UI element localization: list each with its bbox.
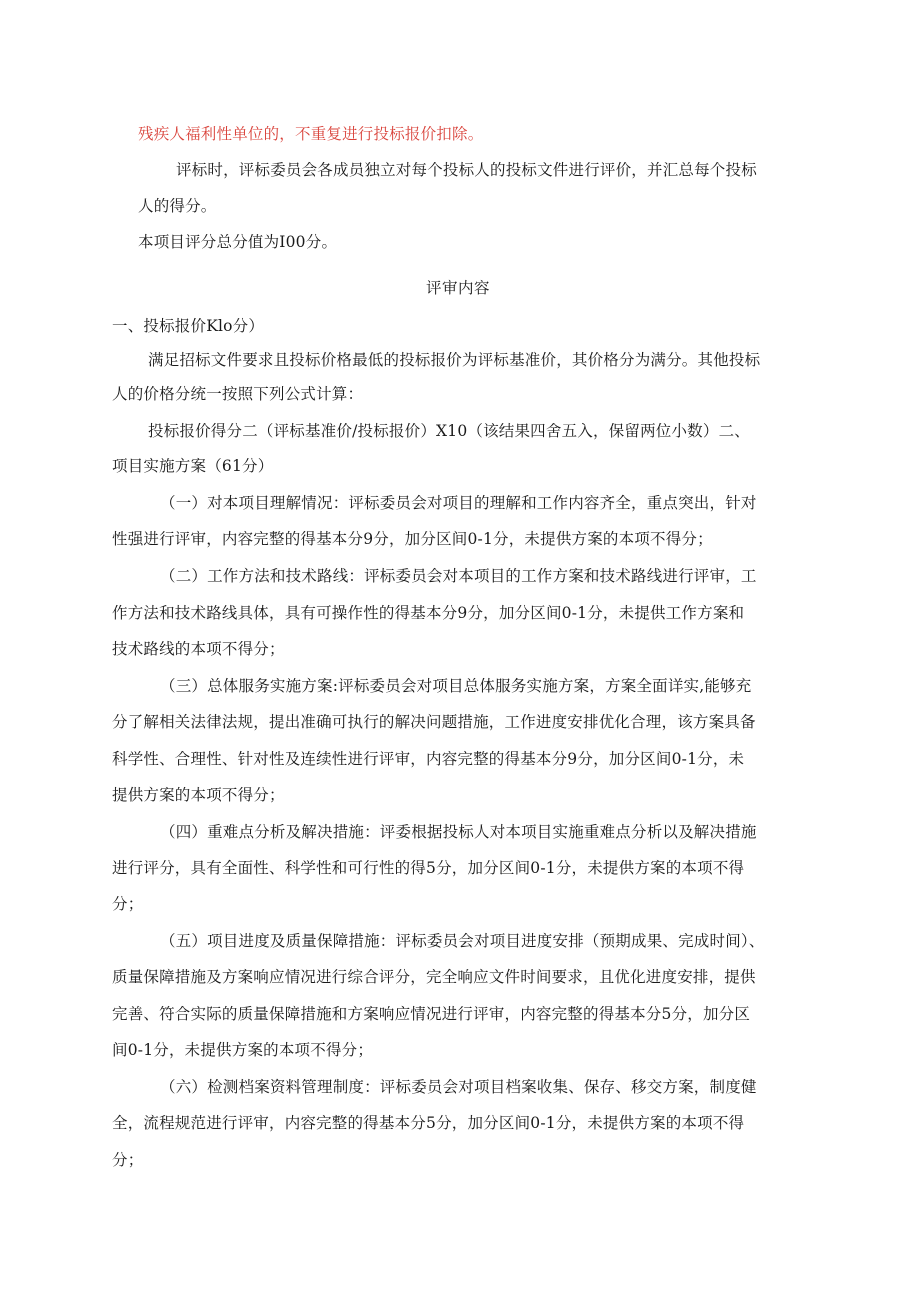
text-line-23: （五）项目进度及质量保障措施：评标委员会对项目进度安排（预期成果、完成时间）、 <box>160 932 765 950</box>
text-line-24: 质量保障措施及方案响应情况进行综合评分，完全响应文件时间要求，且优化进度安排，提供 <box>112 968 756 986</box>
text-line-2: 评标时，评标委员会各成员独立对每个投标人的投标文件进行评价，并汇总每个投标 <box>176 161 757 179</box>
text-line-12: 性强进行评审，内容完整的得基本分9分，加分区间0-1分，未提供方案的本项不得分； <box>112 530 713 548</box>
text-line-11: （一）对本项目理解情况：评标委员会对项目的理解和工作内容齐全，重点突出，针对 <box>160 494 757 512</box>
text-line-28: 全，流程规范进行评审，内容完整的得基本分5分，加分区间0-1分，未提供方案的本项不得 <box>112 1114 745 1132</box>
text-line-13: （二）工作方法和技术路线：评标委员会对本项目的工作方案和技术路线进行评审，工 <box>160 567 757 585</box>
text-line-27: （六）检测档案资料管理制度：评标委员会对项目档案收集、保存、移交方案，制度健 <box>160 1078 757 1096</box>
text-line-9: 投标报价得分二（评标基准价/投标报价）X10（该结果四舍五入，保留两位小数）二、 <box>148 422 750 440</box>
text-line-29: 分； <box>112 1151 144 1169</box>
text-line-3: 人的得分。 <box>138 197 217 215</box>
text-line-16: （三）总体服务实施方案:评标委员会对项目总体服务实施方案，方案全面详实,能够充 <box>160 677 752 695</box>
text-line-1: 残疾人福利性单位的，不重复进行投标报价扣除。 <box>138 125 484 143</box>
section-heading: 评审内容 <box>426 279 491 297</box>
text-line-4: 本项目评分总分值为I00分。 <box>138 233 338 251</box>
text-line-22: 分； <box>112 895 144 913</box>
text-line-18: 科学性、合理性、针对性及连续性进行评审，内容完整的得基本分9分，加分区间0-1分，未 <box>112 750 745 768</box>
text-line-17: 分了解相关法律法规，提出准确可执行的解决问题措施，工作进度安排优化合理，该方案具备 <box>112 713 756 731</box>
text-line-19: 提供方案的本项不得分； <box>112 786 285 804</box>
text-line-7: 满足招标文件要求且投标价格最低的投标报价为评标基准价，其价格分为满分。其他投标 <box>148 351 761 369</box>
text-line-25: 完善、符合实际的质量保障措施和方案响应情况进行评审，内容完整的得基本分5分，加分区 <box>112 1005 751 1023</box>
text-line-15: 技术路线的本项不得分； <box>112 640 285 658</box>
text-line-21: 进行评分，具有全面性、科学性和可行性的得5分，加分区间0-1分，未提供方案的本项不得 <box>112 859 745 877</box>
text-line-26: 间0-1分，未提供方案的本项不得分； <box>112 1041 374 1059</box>
text-line-8: 人的价格分统一按照下列公式计算： <box>112 385 364 403</box>
text-line-14: 作方法和技术路线具体，具有可操作性的得基本分9分，加分区间0-1分，未提供工作方案和 <box>112 604 745 622</box>
text-line-10: 项目实施方案（61分） <box>112 457 274 475</box>
text-line-20: （四）重难点分析及解决措施：评委根据投标人对本项目实施重难点分析以及解决措施 <box>160 823 757 841</box>
text-line-6: 一、投标报价Klo分） <box>112 317 265 335</box>
